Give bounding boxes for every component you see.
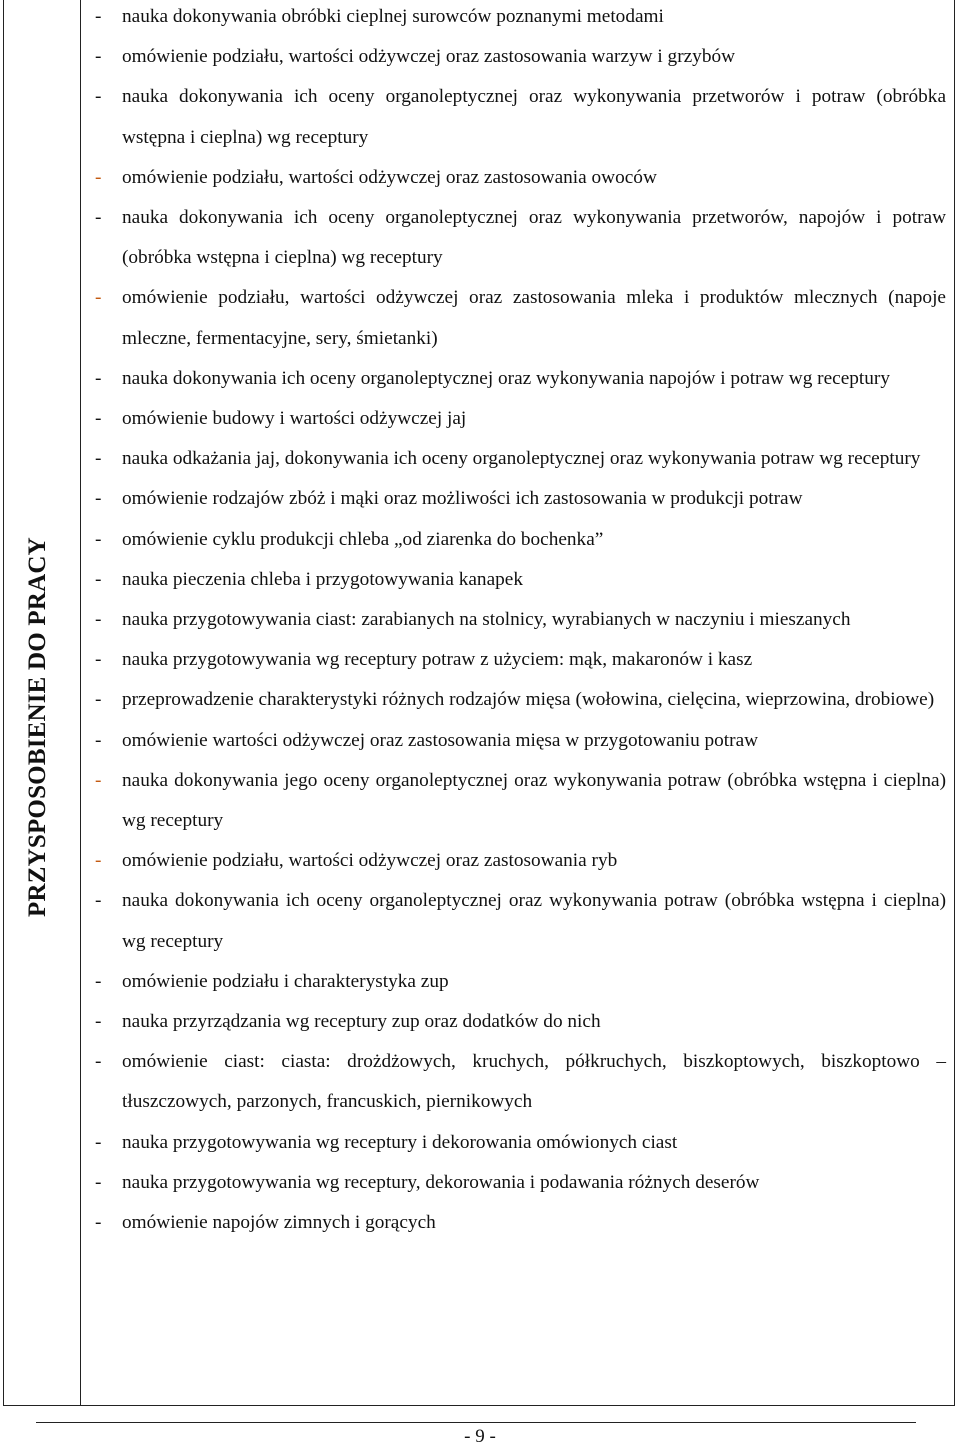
list-item xyxy=(81,37,954,77)
list-item-text: nauka przygotowywania wg receptury, dekorowania i podawania różnych deserów xyxy=(122,1171,760,1193)
list-bullet-dash: - xyxy=(95,367,102,389)
list-item xyxy=(81,841,954,881)
list-item xyxy=(81,520,954,560)
list-bullet-dash: - xyxy=(95,448,102,470)
list-item-text: nauka dokonywania jego oceny organoleptycznej oraz wykonywania potraw (obróbka wstępna i cieplna) wg receptury xyxy=(122,769,946,832)
list-item-text: nauka dokonywania ich oceny organoleptycznej oraz wykonywania napojów i potraw wg receptury xyxy=(122,367,890,389)
list-item-text: nauka dokonywania ich oceny organoleptycznej oraz wykonywania przetworów i potraw (obróbka wstępna i cieplna) wg receptury xyxy=(122,86,946,148)
list-bullet-dash: - xyxy=(95,689,102,711)
list-bullet-dash: - xyxy=(95,207,102,229)
list-item xyxy=(81,640,954,680)
list-bullet-dash: - xyxy=(95,488,102,510)
list-bullet-dash: - xyxy=(95,1171,102,1193)
list-item-text: omówienie rodzajów zbóż i mąki oraz możliwości ich zastosowania w produkcji potraw xyxy=(122,488,803,510)
list-item-text: nauka odkażania jaj, dokonywania ich oceny organoleptycznej oraz wykonywania potraw wg receptury xyxy=(122,448,921,470)
list-item xyxy=(81,560,954,600)
list-bullet-dash: - xyxy=(95,287,102,309)
list-bullet-dash: - xyxy=(95,1131,102,1153)
list-item xyxy=(81,278,954,358)
list-item-text: omówienie budowy i wartości odżywczej jaj xyxy=(122,408,467,430)
list-item xyxy=(81,680,954,720)
list-item xyxy=(81,1203,954,1243)
list-bullet-dash: - xyxy=(95,166,102,188)
list-item xyxy=(81,439,954,479)
list-item-text: omówienie napojów zimnych i gorących xyxy=(122,1212,436,1234)
list-item xyxy=(81,77,954,157)
page-number: - 9 - xyxy=(464,1426,496,1447)
list-item xyxy=(81,1002,954,1042)
list-item-text: nauka pieczenia chleba i przygotowywania kanapek xyxy=(122,568,523,590)
list-bullet-dash: - xyxy=(95,970,102,992)
list-item xyxy=(81,1042,954,1122)
list-item xyxy=(81,1123,954,1163)
list-bullet-dash: - xyxy=(95,729,102,751)
list-item-text: nauka przyrządzania wg receptury zup oraz dodatków do nich xyxy=(122,1011,601,1033)
list-item-text: omówienie podziału, wartości odżywczej oraz zastosowania ryb xyxy=(122,850,618,872)
list-bullet-dash: - xyxy=(95,1011,102,1033)
list-item xyxy=(81,881,954,961)
list-item-text: omówienie ciast: ciasta: drożdżowych, kruchych, półkruchych, biszkoptowych, biszkoptowo – tłuszczowych, parzonych, francuskich, piernikowych xyxy=(122,1051,946,1113)
list-item xyxy=(81,399,954,439)
list-item-text: nauka przygotowywania wg receptury i dekorowania omówionych ciast xyxy=(122,1131,678,1153)
curriculum-table xyxy=(3,0,955,1406)
list-item-text: omówienie podziału, wartości odżywczej oraz zastosowania mleka i produktów mlecznych (napoje mleczne, fermentacyjne, sery, śmietanki) xyxy=(122,287,946,349)
list-item xyxy=(81,479,954,519)
list-bullet-dash: - xyxy=(95,850,102,872)
list-item-text: nauka dokonywania ich oceny organoleptycznej oraz wykonywania przetworów, napojów i potraw (obróbka wstępna i cieplna) wg receptury xyxy=(122,207,946,269)
section-label: PRZYSPOSOBIENIE DO PRACY xyxy=(24,537,51,917)
footer-divider xyxy=(36,1422,916,1423)
list-bullet-dash: - xyxy=(95,408,102,430)
list-item xyxy=(81,600,954,640)
list-bullet-dash: - xyxy=(95,890,102,912)
list-bullet-dash: - xyxy=(95,568,102,590)
list-item xyxy=(81,0,954,37)
list-item-text: omówienie podziału, wartości odżywczej oraz zastosowania warzyw i grzybów xyxy=(122,46,736,68)
list-item-text: omówienie podziału, wartości odżywczej oraz zastosowania owoców xyxy=(122,166,657,188)
list-item xyxy=(81,721,954,761)
list-item-text: omówienie wartości odżywczej oraz zastosowania mięsa w przygotowaniu potraw xyxy=(122,729,759,751)
list-bullet-dash: - xyxy=(95,609,102,631)
list-item xyxy=(81,962,954,1002)
list-item xyxy=(81,359,954,399)
list-item xyxy=(81,198,954,278)
section-label-cell xyxy=(4,0,81,1405)
list-item-text: omówienie podziału i charakterystyka zup xyxy=(122,970,449,992)
list-bullet-dash: - xyxy=(95,6,102,27)
list-bullet-dash: - xyxy=(95,1051,102,1073)
list-bullet-dash: - xyxy=(95,769,102,791)
list-bullet-dash: - xyxy=(95,649,102,671)
list-item-text: nauka przygotowywania ciast: zarabianych na stolnicy, wyrabianych w naczyniu i mieszanych xyxy=(122,609,851,631)
list-item xyxy=(81,761,954,841)
list-item-text: omówienie cyklu produkcji chleba „od ziarenka do bochenka” xyxy=(122,528,604,550)
list-item-text: przeprowadzenie charakterystyki różnych rodzajów mięsa (wołowina, cielęcina, wieprzowina, drobiowe) xyxy=(122,689,935,711)
list-bullet-dash: - xyxy=(95,1212,102,1234)
list-item-text: nauka przygotowywania wg receptury potraw z użyciem: mąk, makaronów i kasz xyxy=(122,649,753,671)
list-item xyxy=(81,158,954,198)
list-item-text: nauka dokonywania ich oceny organoleptycznej oraz wykonywania potraw (obróbka wstępna i cieplna) wg receptury xyxy=(122,890,946,952)
list-item xyxy=(81,1163,954,1203)
list-item-text: nauka dokonywania obróbki cieplnej surowców poznanymi metodami xyxy=(122,6,664,27)
list-bullet-dash: - xyxy=(95,46,102,68)
list-bullet-dash: - xyxy=(95,86,102,108)
list-bullet-dash: - xyxy=(95,528,102,550)
topic-list xyxy=(81,0,954,1243)
